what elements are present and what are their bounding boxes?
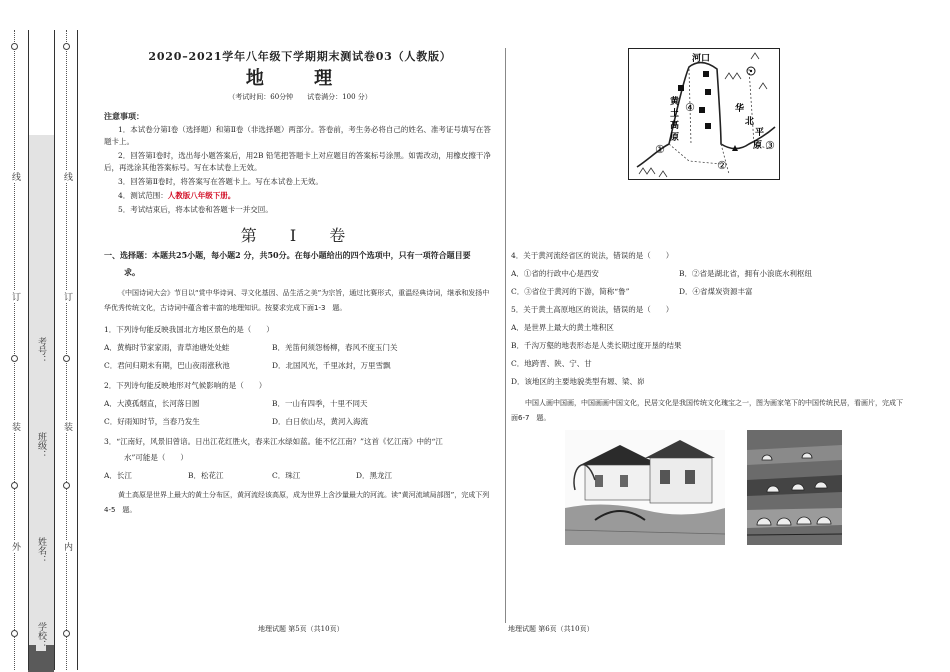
option-b: B．羌笛何须怨杨柳，春风不度玉门关	[272, 343, 398, 352]
option-a: A．①省的行政中心是西安	[511, 269, 599, 278]
question-4	[511, 250, 906, 304]
map-label-hekou: 河口	[692, 54, 711, 64]
map-marker-2: ②	[717, 159, 727, 172]
coal-symbol	[678, 85, 684, 91]
binding-circle	[11, 630, 18, 637]
binding-strip	[28, 135, 54, 672]
exam-info: （考试时间：60分钟 试卷满分：100 分）	[228, 93, 372, 101]
question-stem: 3．“江南好，风景旧曾谙。日出江花红胜火，春来江水绿如蓝。能不忆江南？”这首《忆江南》中的“江	[104, 437, 443, 446]
column-divider	[505, 48, 506, 623]
coal-symbol	[705, 123, 711, 129]
class-field-label: 班级：	[36, 432, 46, 459]
map-marker-4: ④	[685, 101, 695, 114]
option-d: D．④省煤炭资源丰富	[679, 287, 753, 296]
exam-number-field-label: 考号：	[36, 337, 46, 364]
notice-item: 1．本试卷分第Ⅰ卷（选择题）和第Ⅱ卷（非选择题）两部分。答卷前，考生务必将自己的姓名、准考证号填写在答题卡上。	[104, 125, 491, 146]
notice-title: 注意事项：	[104, 111, 144, 121]
map-label: 北	[745, 117, 755, 127]
option-a: A．黄梅时节家家雨，青草池塘处处蛙	[104, 343, 230, 352]
notice-item: 5．考试结束后，将本试卷和答题卡一并交回。	[118, 205, 273, 214]
notice-item: 2．回答第Ⅰ卷时，选出每小题答案后，用2B 铅笔把答题卡上对应题目的答案标号涂黑。如需改动，用橡皮擦干净后，再选涂其他答案标号。写在本试卷上无效。	[104, 151, 491, 172]
map-marker-3: ③	[765, 139, 775, 152]
question-2	[104, 380, 496, 434]
cut-line-outer	[14, 30, 15, 670]
map-label: 高	[670, 121, 680, 131]
option-c: C．好雨知时节，当春乃发生	[104, 417, 200, 426]
map-label: 平	[755, 128, 765, 138]
question-stem: 5．关于黄土高原地区的说法，错误的是（ ）	[511, 305, 674, 314]
part-instruction: 一、选择题：本题共25小题，每小题2 分，共50分。在每小题给出的四个选项中，只有一项符合题目要	[104, 250, 471, 260]
cut-mark-bind: 订	[10, 292, 20, 301]
cut-line-inner	[66, 30, 67, 670]
option-d: D．北国风光，千里冰封，万里雪飘	[272, 361, 391, 370]
cut-mark-bind: 订	[62, 292, 72, 301]
option-b: B．松花江	[188, 471, 224, 480]
map-marker-1: ①	[655, 143, 665, 156]
footer-left: 地理试题 第5页（共10页）	[258, 625, 344, 633]
option-b: B．一山有四季，十里不同天	[272, 399, 368, 408]
coal-symbol	[703, 71, 709, 77]
notice-item: 3．回答第Ⅱ卷时，将答案写在答题卡上。写在本试卷上无效。	[118, 177, 323, 186]
cut-mark-outer: 外	[10, 542, 20, 551]
map-label: 土	[670, 109, 680, 119]
coal-symbol	[699, 107, 705, 113]
question-stem: 4．关于黄河流经省区的说法，错误的是（ ）	[511, 251, 674, 260]
option-a: A．长江	[104, 471, 132, 480]
notice-item-scope	[104, 190, 496, 202]
binding-circle	[63, 355, 70, 362]
option-c: C．君问归期未有期，巴山夜雨涨秋池	[104, 361, 230, 370]
material-loess: 黄土高原是世界上最大的黄土分布区，黄河流经该高原，成为世界上含沙量最大的河流。读“黄河流域局部图”，完成下列4-5 题。	[104, 491, 490, 514]
option-c: C．地跨晋、陕、宁、甘	[511, 359, 592, 368]
painting-water-town	[565, 430, 725, 545]
question-5	[511, 304, 906, 388]
material-poetry: 《中国诗词大会》节目以“赏中华诗词、寻文化基因、品生活之美”为宗旨，通过比赛形式，重温经典诗词，继承和发扬中华优秀传统文化，古诗词中蕴含着丰富的地理知识。按要求完成下面1-3 题。	[104, 289, 490, 312]
painting-cave-dwellings	[747, 430, 842, 545]
option-b: B．千沟万壑的地表形态是人类长期过度开垦的结果	[511, 341, 682, 350]
cut-mark-pack: 装	[62, 422, 72, 431]
subject-title: 地 理	[245, 68, 355, 89]
scope-label: 4．测试范围：	[118, 191, 168, 200]
part-instruction-cont: 求。	[124, 267, 140, 277]
binding-circle	[63, 482, 70, 489]
option-a: A．大漠孤烟直，长河落日圆	[104, 399, 200, 408]
map-label: 华	[735, 104, 745, 114]
scope-highlight: 人教版八年级下册。	[167, 191, 236, 200]
option-d: D．黑龙江	[356, 471, 393, 480]
cut-mark-line: 线	[62, 172, 72, 181]
yellow-river-map	[628, 48, 780, 180]
binding-circle	[63, 43, 70, 50]
binding-circle	[11, 355, 18, 362]
page-right	[511, 250, 906, 430]
cut-mark-pack: 装	[10, 422, 20, 431]
map-label: 原	[670, 133, 680, 143]
option-d: D．白日依山尽，黄河入海流	[272, 417, 369, 426]
school-field-label: 学校：	[36, 622, 46, 649]
option-d: D．该地区的主要地貌类型有塬、梁、峁	[511, 377, 645, 386]
binding-margin	[0, 0, 82, 672]
section-title: 第 Ⅰ 卷	[240, 226, 360, 245]
page-left	[104, 50, 496, 522]
question-1	[104, 324, 496, 378]
material-dwellings: 中国人画中国画，中国画画中国文化，民居文化是我国传统文化瑰宝之一，图为画家笔下的中国传统民居，看画片，完成下面6-7 题。	[511, 399, 903, 422]
binding-rule	[54, 30, 55, 670]
question-3	[104, 436, 496, 482]
map-label: 原	[753, 141, 763, 151]
option-a: A．是世界上最大的黄土堆积区	[511, 323, 614, 332]
cut-mark-inner: 内	[62, 542, 72, 551]
paintings-graphic	[565, 430, 925, 545]
cut-mark-line: 线	[10, 172, 20, 181]
binding-circle	[11, 482, 18, 489]
map-label: 黄	[670, 97, 680, 107]
question-stem-cont: 水”可能是（ ）	[124, 453, 188, 462]
option-c: C．珠江	[272, 471, 301, 480]
binding-circle	[63, 630, 70, 637]
name-field-label: 姓名：	[36, 537, 46, 564]
binding-rule	[28, 30, 29, 670]
binding-circle	[11, 43, 18, 50]
dwelling-paintings	[565, 430, 925, 549]
option-b: B．②省是湖北省，拥有小浪底水利枢纽	[679, 269, 813, 278]
map-graphic	[629, 49, 779, 179]
question-stem: 1．下列诗句能反映我国北方地区景色的是（ ）	[104, 325, 274, 334]
exam-title: 2020–2021学年八年级下学期期末测试卷03（人教版）	[148, 50, 452, 63]
coal-symbol	[705, 89, 711, 95]
capital-dot	[750, 70, 752, 72]
binding-rule	[77, 30, 78, 670]
footer-right: 地理试题 第6页（共10页）	[508, 625, 594, 633]
option-c: C．③省位于黄河的下游，简称“鲁”	[511, 287, 630, 296]
question-stem: 2．下列诗句能反映地形对气候影响的是（ ）	[104, 381, 267, 390]
